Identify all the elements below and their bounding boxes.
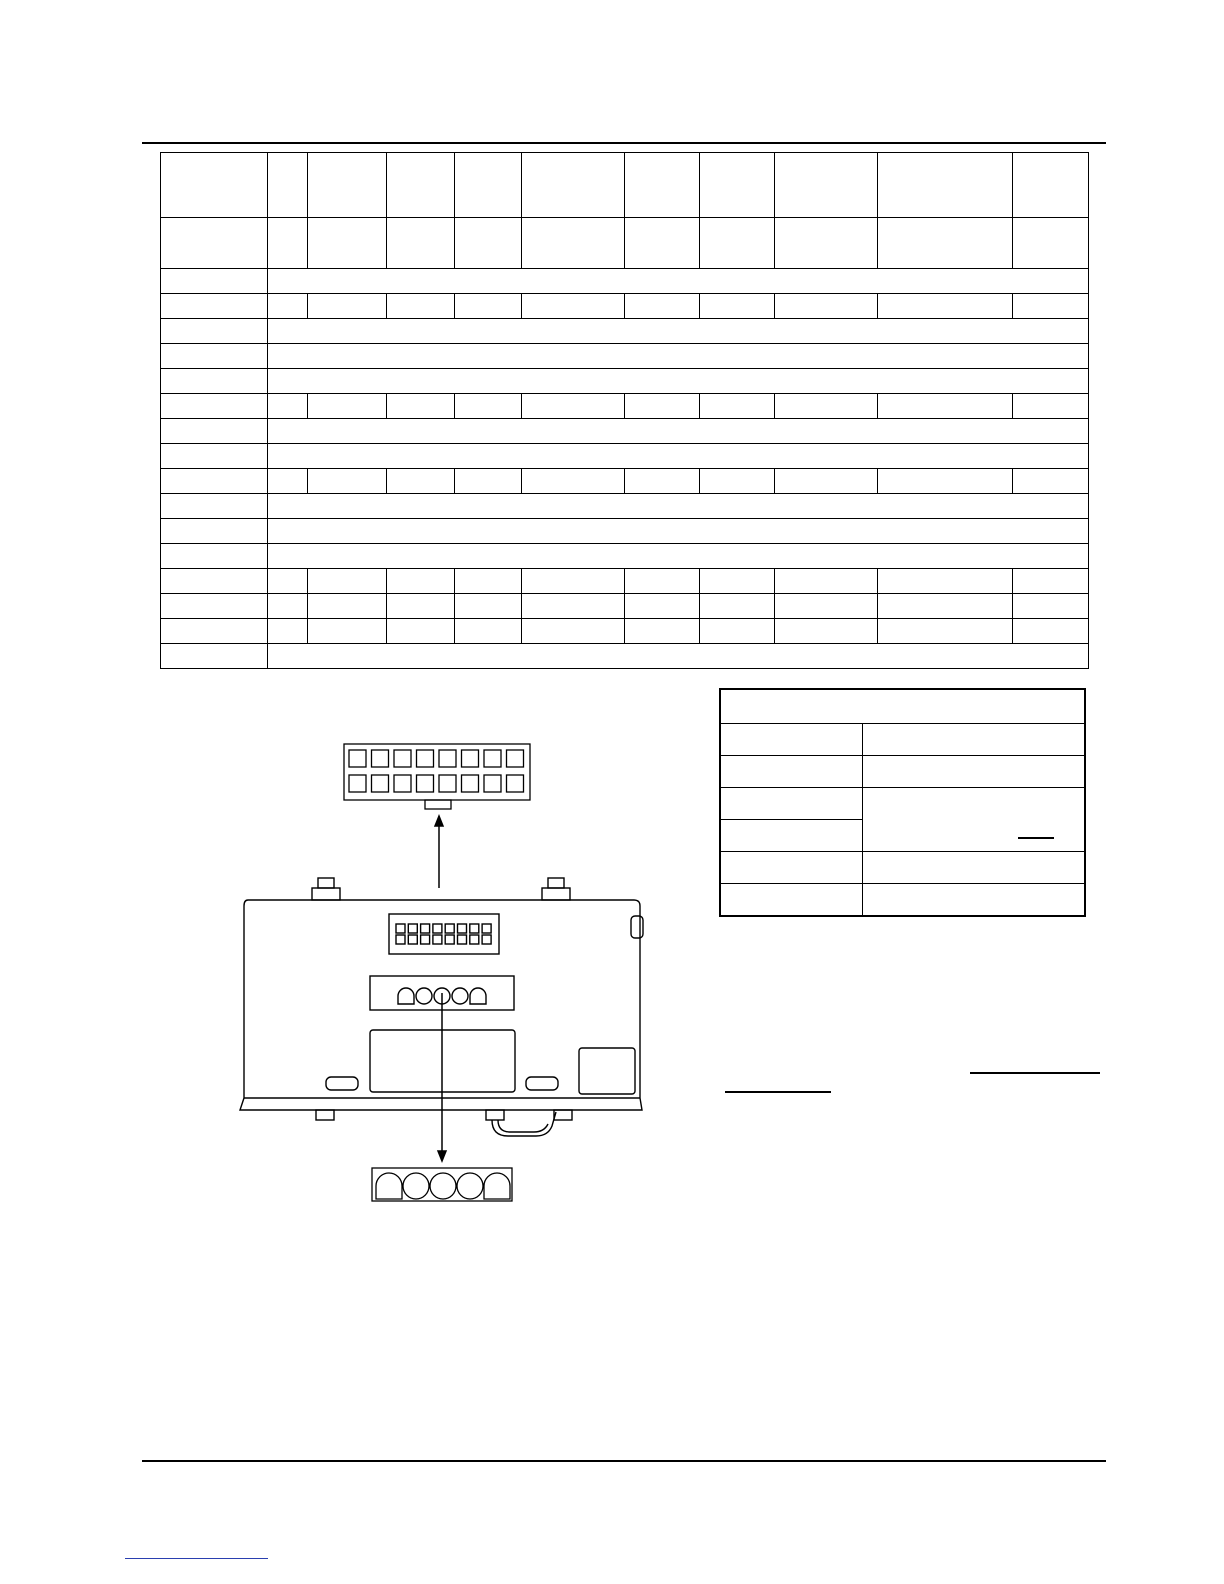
row-label-cell <box>161 344 268 369</box>
row-label-cell <box>161 319 268 344</box>
table-cell <box>387 569 455 594</box>
connector-pin <box>458 924 467 933</box>
merged-cell <box>268 344 1089 369</box>
table-cell <box>522 153 625 218</box>
connector-pin <box>462 750 479 767</box>
table-row <box>161 369 1089 394</box>
table-row <box>161 519 1089 544</box>
table-cell <box>455 569 522 594</box>
row-label-cell <box>161 569 268 594</box>
connector-pin <box>417 775 434 792</box>
table-cell <box>1013 218 1089 269</box>
connector-pin <box>507 775 524 792</box>
table-cell <box>625 153 700 218</box>
table-row <box>161 394 1089 419</box>
row-label-cell <box>161 394 268 419</box>
table-cell <box>775 594 878 619</box>
table-row <box>161 444 1089 469</box>
pin-table-cell <box>862 756 1085 788</box>
table-cell <box>1013 394 1089 419</box>
table-cell <box>308 569 387 594</box>
row-label-cell <box>161 469 268 494</box>
connector-pin <box>398 988 414 1004</box>
table-cell <box>455 594 522 619</box>
table-row <box>161 319 1089 344</box>
merged-cell <box>268 644 1089 669</box>
connector-pin <box>403 1173 429 1199</box>
table-cell <box>878 594 1013 619</box>
table-cell <box>387 619 455 644</box>
connector-pin <box>433 935 442 944</box>
table-row <box>161 644 1089 669</box>
table-cell <box>308 594 387 619</box>
table-cell <box>1013 619 1089 644</box>
table-cell <box>775 569 878 594</box>
row-label-cell <box>161 294 268 319</box>
row-label-cell <box>161 269 268 294</box>
pin-table-cell <box>720 724 862 756</box>
merged-cell <box>268 319 1089 344</box>
table-cell <box>268 619 308 644</box>
table-row <box>161 153 1089 218</box>
merged-cell <box>268 269 1089 294</box>
row-label-cell <box>161 369 268 394</box>
table-cell <box>1013 294 1089 319</box>
row-label-cell <box>161 494 268 519</box>
table-cell <box>455 153 522 218</box>
underline-mark <box>725 1091 831 1093</box>
connector-pin <box>452 988 468 1004</box>
table-cell <box>878 218 1013 269</box>
pin-table-merged-cell <box>862 788 1085 852</box>
connector-pin <box>482 924 491 933</box>
connector-pin <box>484 775 501 792</box>
table-row <box>161 269 1089 294</box>
pin-table-cell <box>720 820 862 852</box>
pin-table-cell <box>862 884 1085 917</box>
table-cell <box>308 294 387 319</box>
table-cell <box>775 294 878 319</box>
table-row <box>161 494 1089 519</box>
table-cell <box>625 294 700 319</box>
merged-cell <box>268 444 1089 469</box>
table-cell <box>387 594 455 619</box>
connector-pin <box>470 935 479 944</box>
connector-pin <box>482 935 491 944</box>
table-cell <box>522 594 625 619</box>
five-pin-connector <box>372 1168 512 1201</box>
table-row <box>161 419 1089 444</box>
table-cell <box>455 218 522 269</box>
merged-cell <box>268 369 1089 394</box>
connector-pin <box>421 935 430 944</box>
table-cell <box>625 394 700 419</box>
row-label-cell <box>161 444 268 469</box>
connector-pin <box>430 1173 456 1199</box>
footer-link-underline[interactable] <box>125 1558 268 1559</box>
table-cell <box>522 619 625 644</box>
table-cell <box>625 594 700 619</box>
merged-cell <box>268 494 1089 519</box>
table-cell <box>878 619 1013 644</box>
pin-table-cell <box>720 788 862 820</box>
table-cell <box>522 469 625 494</box>
connector-pin <box>439 775 456 792</box>
table-cell <box>700 594 775 619</box>
table-cell <box>700 153 775 218</box>
connector-pin <box>439 750 456 767</box>
connector-pin <box>421 924 430 933</box>
table-cell <box>387 469 455 494</box>
connector-pin <box>484 750 501 767</box>
table-cell <box>268 569 308 594</box>
table-cell <box>700 294 775 319</box>
connector-pin <box>417 750 434 767</box>
connector-pin <box>408 924 417 933</box>
table-cell <box>522 394 625 419</box>
connector-pin <box>349 750 366 767</box>
pin-table-cell <box>862 852 1085 884</box>
connector-pin <box>445 924 454 933</box>
table-cell <box>1013 469 1089 494</box>
connector-pin <box>396 935 405 944</box>
table-cell <box>878 153 1013 218</box>
table-cell <box>268 469 308 494</box>
table-row <box>161 594 1089 619</box>
table-cell <box>625 619 700 644</box>
specifications-table <box>160 152 1089 669</box>
table-cell <box>308 394 387 419</box>
table-cell <box>387 218 455 269</box>
pin-assignment-table <box>719 688 1086 917</box>
row-label-cell <box>161 644 268 669</box>
connector-pin <box>394 750 411 767</box>
connector-pin <box>408 935 417 944</box>
connector-pin <box>462 775 479 792</box>
table-cell <box>775 619 878 644</box>
table-cell <box>775 394 878 419</box>
footer-rule <box>142 1460 1106 1462</box>
table-cell <box>625 469 700 494</box>
table-cell <box>268 218 308 269</box>
table-cell <box>878 294 1013 319</box>
row-label-cell <box>161 153 268 218</box>
table-cell <box>878 569 1013 594</box>
underline-mark <box>970 1072 1100 1074</box>
arrow-down-icon <box>438 993 446 1161</box>
pin-table-title <box>720 689 1085 724</box>
row-label-cell <box>161 218 268 269</box>
connector-pin <box>396 924 405 933</box>
table-cell <box>455 294 522 319</box>
connector-pin <box>394 775 411 792</box>
table-cell <box>308 218 387 269</box>
pin-table-cell <box>862 724 1085 756</box>
table-cell <box>1013 594 1089 619</box>
connector-pin <box>470 924 479 933</box>
table-cell <box>878 394 1013 419</box>
row-label-cell <box>161 519 268 544</box>
table-cell <box>387 153 455 218</box>
table-cell <box>455 619 522 644</box>
row-label-cell <box>161 419 268 444</box>
table-cell <box>775 218 878 269</box>
connector-pin <box>376 1173 402 1199</box>
table-cell <box>700 619 775 644</box>
connector-pin <box>445 935 454 944</box>
connector-pin <box>457 1173 483 1199</box>
table-cell <box>522 218 625 269</box>
table-row <box>161 544 1089 569</box>
merged-cell <box>268 419 1089 444</box>
table-row <box>161 344 1089 369</box>
table-cell <box>268 594 308 619</box>
connector-pin <box>507 750 524 767</box>
table-cell <box>268 394 308 419</box>
table-cell <box>455 394 522 419</box>
row-label-cell <box>161 619 268 644</box>
connector-pin <box>372 775 389 792</box>
table-row <box>161 619 1089 644</box>
connector-pin <box>470 988 486 1004</box>
table-cell <box>522 569 625 594</box>
table-row <box>161 569 1089 594</box>
merged-cell <box>268 519 1089 544</box>
pin-table-cell <box>720 852 862 884</box>
pin-table-cell <box>720 756 862 788</box>
connector-pin <box>349 775 366 792</box>
table-cell <box>387 294 455 319</box>
table-cell <box>308 619 387 644</box>
table-cell <box>775 153 878 218</box>
table-cell <box>700 569 775 594</box>
table-cell <box>700 469 775 494</box>
table-cell <box>268 294 308 319</box>
table-cell <box>775 469 878 494</box>
table-cell <box>700 218 775 269</box>
table-cell <box>1013 153 1089 218</box>
connector-pin <box>458 935 467 944</box>
table-row <box>161 469 1089 494</box>
row-label-cell <box>161 594 268 619</box>
table-cell <box>268 153 308 218</box>
header-rule <box>142 142 1106 144</box>
connector-pin <box>372 750 389 767</box>
controller-connector-diagram <box>230 740 660 1210</box>
connector-pin <box>433 924 442 933</box>
table-cell <box>625 569 700 594</box>
table-row <box>161 218 1089 269</box>
merged-cell <box>268 544 1089 569</box>
table-cell <box>625 218 700 269</box>
table-cell <box>308 469 387 494</box>
underline-mark <box>1018 837 1054 839</box>
row-label-cell <box>161 544 268 569</box>
table-row <box>161 294 1089 319</box>
table-cell <box>522 294 625 319</box>
connector-pin <box>484 1173 510 1199</box>
table-cell <box>700 394 775 419</box>
table-cell <box>878 469 1013 494</box>
table-cell <box>1013 569 1089 594</box>
connector-pin <box>416 988 432 1004</box>
table-cell <box>455 469 522 494</box>
sixteen-pin-connector <box>344 744 530 809</box>
table-cell <box>308 153 387 218</box>
pin-table-cell <box>720 884 862 917</box>
table-cell <box>387 394 455 419</box>
arrow-up-icon <box>435 816 443 888</box>
